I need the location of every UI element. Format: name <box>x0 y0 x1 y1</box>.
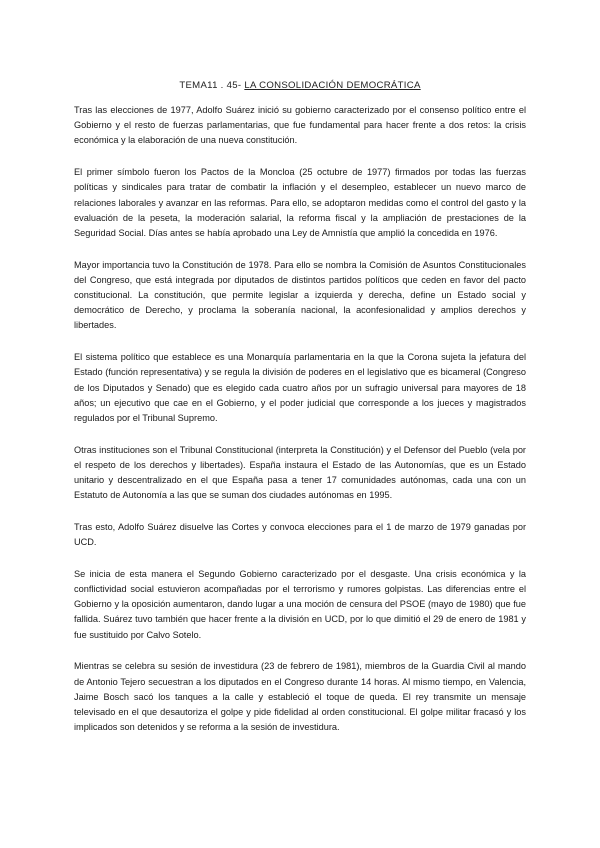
paragraph-sistema-politico: El sistema político que establece es una Monarquía parlamentaria en la que la Corona sujeta la jefatura del Estado (función representativa) y se regula la división de poderes en el legislativo que es bicameral (Congreso de los Diputados y Senado) que es elegido cada cuatro años por un sufragio universal para mayores de 18 años; un ejecutivo que cae en el Gobierno, y el poder judicial que corresponde a los jueces y magistrados regulados por el Tribunal Supremo. <box>74 352 526 423</box>
page-title <box>0 80 600 91</box>
document-body <box>74 103 526 752</box>
paragraph-segundo-gobierno: Se inicia de esta manera el Segundo Gobierno caracterizado por el desgaste. Una crisis económica y la conflictividad social estuvieron acompañadas por el terrorismo y rumores golpistas. Las diferencias entre el Gobierno y la oposición aumentaron, dando lugar a una moción de censura del PSOE (mayo de 1980) que fue fallida. Suárez tuvo también que hacer frente a la división en UCD, por lo que dimitió el 29 de enero de 1981 y fue sustituido por Calvo Sotelo. <box>74 568 526 640</box>
paragraph-otras-instituciones: Otras instituciones son el Tribunal Constitucional (interpreta la Constitución) y el Defensor del Pueblo (vela por el respeto de los derechos y libertades). España instaura el Estado de las Autonomías, que es un Estado unitario y descentralizado en el que España pasa a tener 17 comunidades autónomas, cada una con un Estatuto de Autonomía a las que se suman dos ciudades autónomas en 1995. <box>74 444 526 501</box>
title-main: LA CONSOLIDACIÓN DEMOCRÁTICA <box>244 80 421 91</box>
paragraph-elecciones-1979: Tras esto, Adolfo Suárez disuelve las Cortes y convoca elecciones para el 1 de marzo de 1979 ganadas por UCD. <box>74 521 526 548</box>
paragraph-constitucion-1978: Mayor importancia tuvo la Constitución de 1978. Para ello se nombra la Comisión de Asuntos Constitucionales del Congreso, que está integrada por diputados de distintos partidos políticos que ceden en favor del pacto constitucional. La constitución, que permite legislar a izquierda y derecha, define un Estado social y democrático de Derecho, y proclama la soberanía nacional, la aconfesionalidad y amplios derechos y libertades. <box>74 259 526 331</box>
title-prefix: TEMA11 . 45- <box>179 80 245 91</box>
paragraph-elecciones-1977: Tras las elecciones de 1977, Adolfo Suárez inició su gobierno caracterizado por el consenso político entre el Gobierno y el resto de fuerzas parlamentarias, que fue fundamental para hacer frente a dos retos: la crisis económica y la elaboración de una nueva constitución. <box>74 105 526 146</box>
paragraph-golpe-23f: Mientras se celebra su sesión de investidura (23 de febrero de 1981), miembros de la Guardia Civil al mando de Antonio Tejero secuestran a los diputados en el Congreso durante 14 horas. Al mismo tiempo, en Valencia, Jaime Bosch sacó los tanques a la calle y estableció el toque de queda. El rey transmite un mensaje televisado en el que desautoriza el golpe y pide fidelidad al orden constitucional. El golpe militar fracasó y los implicados son detenidos y se reforma a la sesión de investidura. <box>74 661 526 733</box>
paragraph-pactos-moncloa: El primer símbolo fueron los Pactos de la Moncloa (25 octubre de 1977) firmados por todas las fuerzas políticas y sindicales para tratar de combatir la inflación y el desempleo, establecer un nuevo marco de relaciones laborales y avanzar en las reformas. Para ello, se adoptaron medidas como el control del gasto y la evaluación de la peseta, la moderación salarial, la reforma fiscal y la ampliación de prestaciones de la Seguridad Social. Días antes se había aprobado una Ley de Amnistía que amplió la concedida en 1976. <box>74 167 526 238</box>
